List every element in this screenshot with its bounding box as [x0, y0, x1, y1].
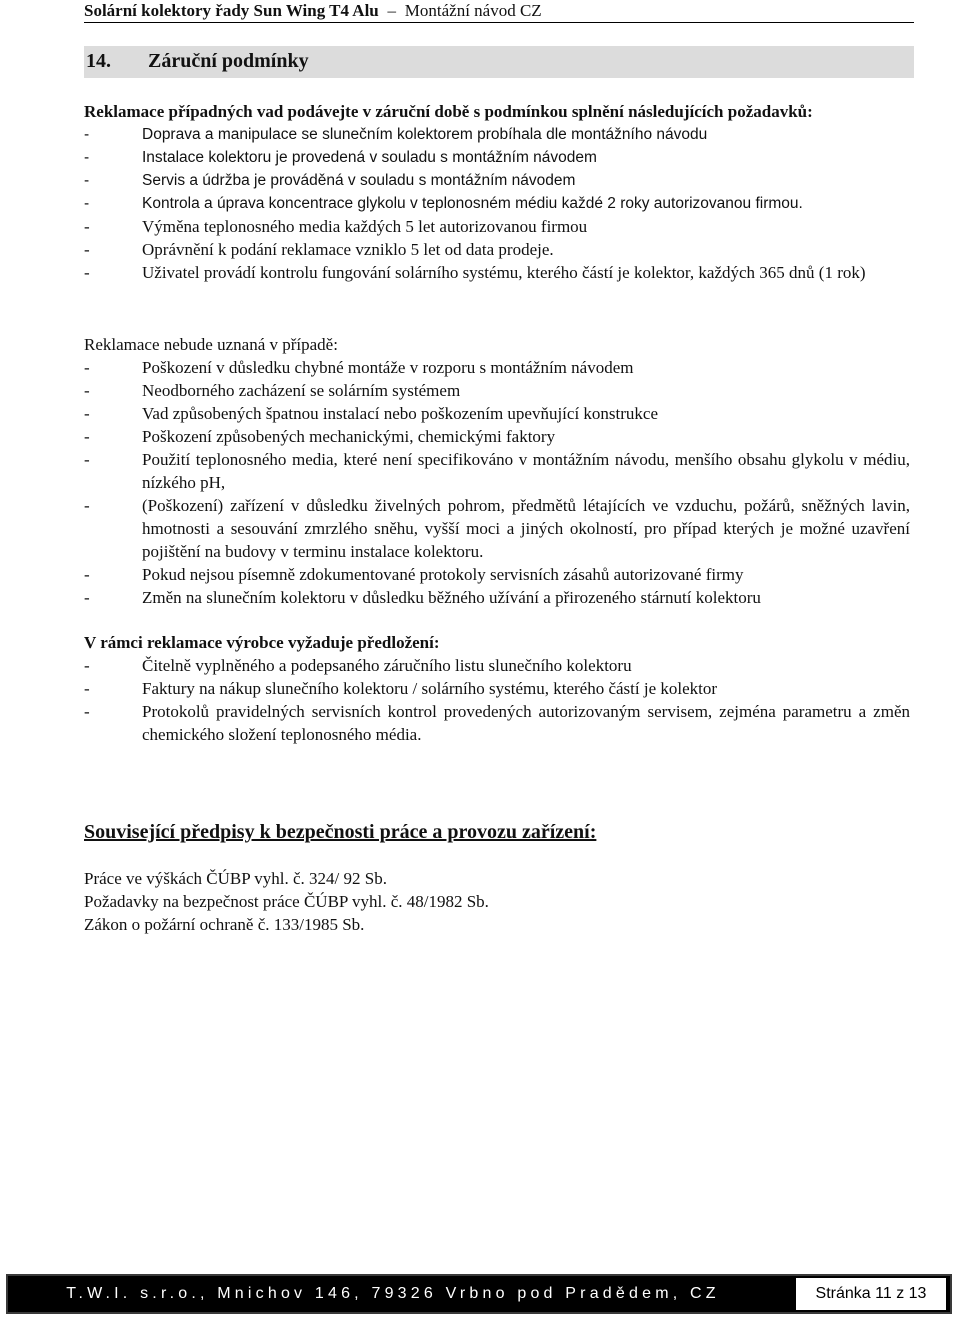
requirements-list: [84, 123, 910, 284]
page-number: Stránka 11 z 13: [796, 1278, 946, 1310]
list-item-text: Čitelně vyplněného a podepsaného záručního listu slunečního kolektoru: [142, 656, 632, 675]
list-item-text: Výměna teplonosného media každých 5 let autorizovanou firmou: [142, 217, 588, 236]
page-body: [84, 100, 910, 936]
dash-bullet: -: [84, 496, 90, 515]
list-item-text: Poškození v důsledku chybné montáže v rozporu s montážním návodem: [142, 358, 634, 377]
regulation-item: Požadavky na bezpečnost práce ČÚBP vyhl. č. 48/1982 Sb.: [84, 892, 489, 911]
regulation-item: Práce ve výškách ČÚBP vyhl. č. 324/ 92 Sb.: [84, 869, 387, 888]
list-item: [84, 700, 910, 746]
section-title: Záruční podmínky: [148, 50, 309, 72]
list-item-text: Uživatel provádí kontrolu fungování solárního systému, kterého částí je kolektor, každých 365 dnů (1 rok): [142, 263, 866, 282]
list-item: [84, 356, 910, 379]
list-item: [84, 494, 910, 563]
dash-bullet: -: [84, 126, 90, 143]
list-item: [84, 238, 910, 261]
dash-bullet: -: [84, 656, 90, 675]
list-item: [84, 261, 910, 284]
list-item-text: Pokud nejsou písemně zdokumentované protokoly servisních zásahů autorizované firmy: [142, 565, 744, 584]
list-item: [84, 146, 910, 169]
dash-bullet: -: [84, 565, 90, 584]
list-item-text: Změn na slunečním kolektoru v důsledku běžného užívání a přirozeného stárnutí kolektoru: [142, 588, 761, 607]
list-item-text: Použití teplonosného media, které není specifikováno v montážním návodu, menšího obsahu glykolu v médiu, nízkého pH,: [142, 450, 910, 492]
regulations-list: [84, 867, 910, 936]
regulations-title: Související předpisy k bezpečnosti práce a provozu zařízení:: [84, 821, 597, 843]
list-item: [84, 677, 910, 700]
list-item: [84, 586, 910, 609]
list-item: [84, 192, 910, 215]
list-item: [84, 448, 910, 494]
list-item-text: Servis a údržba je prováděná v souladu s montážním návodem: [142, 172, 576, 189]
list-item-text: Poškození způsobených mechanickými, chemickými faktory: [142, 427, 556, 446]
dash-bullet: -: [84, 195, 90, 212]
list-item: [84, 425, 910, 448]
section-number: 14.: [86, 50, 111, 72]
dash-bullet: -: [84, 427, 90, 446]
header-separator: –: [387, 1, 397, 20]
section-heading: [84, 46, 914, 78]
rejection-heading: Reklamace nebude uznaná v případě:: [84, 335, 338, 354]
list-item: [84, 123, 910, 146]
documents-list: [84, 654, 910, 746]
intro-paragraph: Reklamace případných vad podávejte v záruční době s podmínkou splnění následujících požadavků:: [84, 102, 813, 121]
documents-heading: V rámci reklamace výrobce vyžaduje předložení:: [84, 633, 440, 652]
dash-bullet: -: [84, 679, 90, 698]
header-title: Solární kolektory řady Sun Wing T4 Alu: [84, 1, 379, 20]
dash-bullet: -: [84, 381, 90, 400]
dash-bullet: -: [84, 358, 90, 377]
list-item-text: Oprávnění k podání reklamace vzniklo 5 let od data prodeje.: [142, 240, 554, 259]
dash-bullet: -: [84, 217, 90, 236]
running-header: [84, 0, 914, 23]
dash-bullet: -: [84, 263, 90, 282]
dash-bullet: -: [84, 702, 90, 721]
list-item: [84, 563, 910, 586]
list-item: [84, 654, 910, 677]
footer-address: T.W.I. s.r.o., Mnichov 146, 79326 Vrbno pod Pradědem, CZ: [66, 1285, 720, 1302]
list-item-text: Neodborného zacházení se solárním systémem: [142, 381, 461, 400]
dash-bullet: -: [84, 588, 90, 607]
dash-bullet: -: [84, 172, 90, 189]
list-item-text: Instalace kolektoru je provedená v souladu s montážním návodem: [142, 149, 597, 166]
dash-bullet: -: [84, 149, 90, 166]
rejection-list: [84, 356, 910, 609]
list-item-text: Faktury na nákup slunečního kolektoru / solárního systému, kterého částí je kolektor: [142, 679, 718, 698]
list-item-text: Doprava a manipulace se slunečním kolektorem probíhala dle montážního návodu: [142, 126, 708, 143]
dash-bullet: -: [84, 404, 90, 423]
list-item-text: Protokolů pravidelných servisních kontrol provedených autorizovaným servisem, zejména parametru a změn chemického složení teplonosného média.: [142, 702, 910, 744]
list-item: [84, 402, 910, 425]
list-item: [84, 215, 910, 238]
header-subtitle: Montážní návod CZ: [404, 1, 542, 20]
list-item-text: (Poškození) zařízení v důsledku živelných pohrom, předmětů létajících ve vzduchu, požárů, sněžných lavin, hmotnosti a sesouvání zmrzlého sněhu, vyšší moci a jiných okolností, pro případ kterých je možné uzavření pojištění na budovy v terminu instalace kolektoru.: [142, 496, 910, 561]
list-item-text: Vad způsobených špatnou instalací nebo poškozením upevňující konstrukce: [142, 404, 659, 423]
dash-bullet: -: [84, 450, 90, 469]
page-footer: [6, 1274, 952, 1314]
dash-bullet: -: [84, 240, 90, 259]
list-item: [84, 379, 910, 402]
list-item: [84, 169, 910, 192]
list-item-text: Kontrola a úprava koncentrace glykolu v teplonosném médiu každé 2 roky autorizovanou firmou.: [142, 195, 803, 212]
regulation-item: Zákon o požární ochraně č. 133/1985 Sb.: [84, 915, 365, 934]
